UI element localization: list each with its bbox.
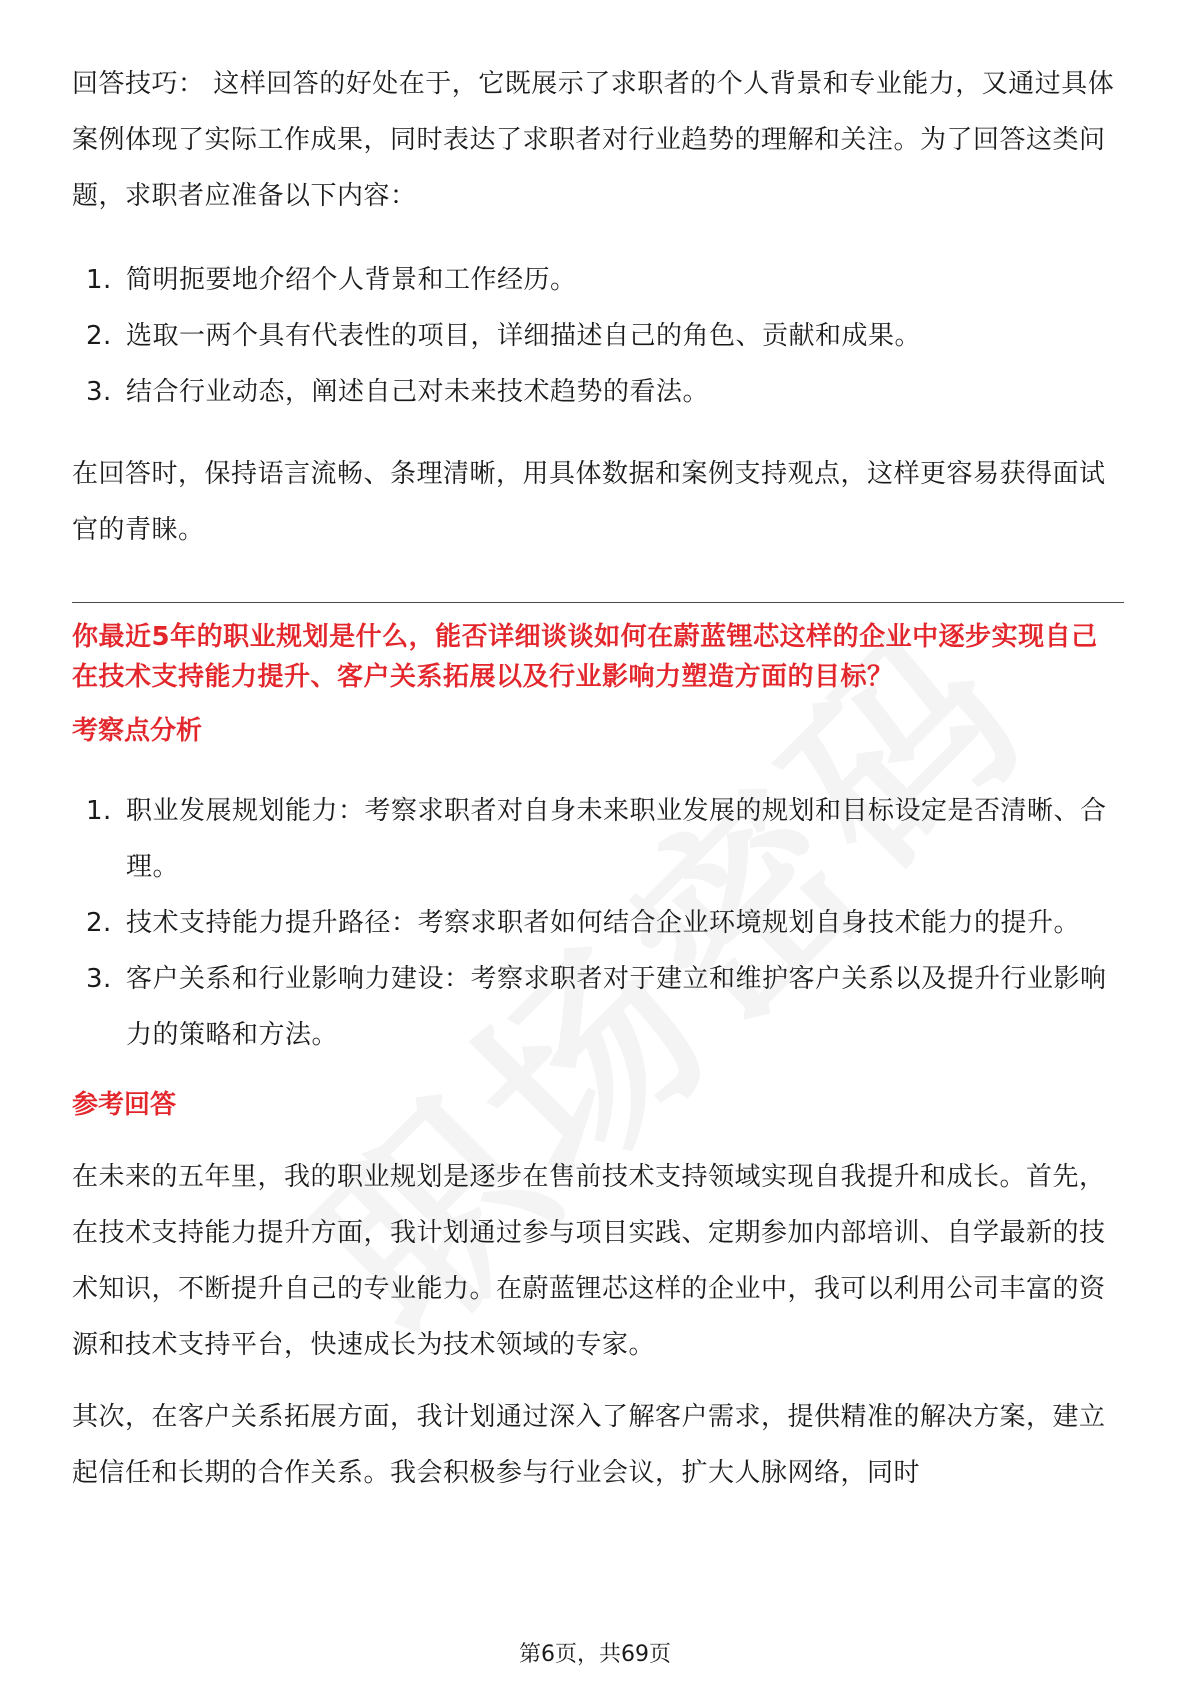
answer-paragraph: 在未来的五年里，我的职业规划是逐步在售前技术支持领域实现自我提升和成长。首先，在技术支持能力提升方面，我计划通过参与项目实践、定期参加内部培训、自学最新的技术知识，不断提升自己的专业能力。在蔚蓝锂芯这样的企业中，我可以利用公司丰富的资源和技术支持平台，快速成长为技术领域的专家。	[72, 1162, 1106, 1360]
list-item	[72, 951, 1124, 1063]
list-number: 2.	[86, 908, 112, 938]
answer-tip-paragraph: 回答技巧： 这样回答的好处在于，它既展示了求职者的个人背景和专业能力，又通过具体案例体现了实际工作成果，同时表达了求职者对行业趋势的理解和关注。为了回答这类问题，求职者应准备以下内容：	[72, 69, 1115, 211]
reference-answer-heading: 参考回答	[72, 1090, 177, 1120]
answer-paragraph: 其次，在客户关系拓展方面，我计划通过深入了解客户需求，提供精准的解决方案，建立起信任和长期的合作关系。我会积极参与行业会议，扩大人脉网络，同时	[72, 1402, 1106, 1488]
list-item-text: 简明扼要地介绍个人背景和工作经历。	[126, 265, 577, 295]
preparation-list	[72, 252, 1124, 420]
list-item	[72, 308, 1124, 364]
list-number: 3.	[86, 377, 112, 407]
list-item-text: 职业发展规划能力：考察求职者对自身未来职业发展的规划和目标设定是否清晰、合理。	[126, 796, 1107, 882]
interview-question: 你最近5年的职业规划是什么，能否详细谈谈如何在蔚蓝锂芯这样的企业中逐步实现自己在技术支持能力提升、客户关系拓展以及行业影响力塑造方面的目标？	[72, 622, 1098, 692]
list-item-text: 技术支持能力提升路径：考察求职者如何结合企业环境规划自身技术能力的提升。	[126, 908, 1081, 938]
section-divider	[72, 602, 1124, 603]
page-number-footer: 第6页，共69页	[519, 1642, 671, 1667]
list-item-text: 结合行业动态，阐述自己对未来技术趋势的看法。	[126, 377, 710, 407]
list-number: 1.	[86, 265, 112, 295]
document-body	[72, 56, 1124, 1501]
analysis-heading: 考察点分析	[72, 716, 203, 746]
list-item	[72, 364, 1124, 420]
closing-paragraph: 在回答时，保持语言流畅、条理清晰，用具体数据和案例支持观点，这样更容易获得面试官的青睐。	[72, 459, 1106, 545]
list-number: 2.	[86, 321, 112, 351]
list-number: 1.	[86, 796, 112, 826]
analysis-list	[72, 783, 1124, 1063]
list-item	[72, 783, 1124, 895]
list-item	[72, 252, 1124, 308]
list-item	[72, 895, 1124, 951]
list-item-text: 客户关系和行业影响力建设：考察求职者对于建立和维护客户关系以及提升行业影响力的策略和方法。	[126, 964, 1107, 1050]
list-number: 3.	[86, 964, 112, 994]
list-item-text: 选取一两个具有代表性的项目，详细描述自己的角色、贡献和成果。	[126, 321, 922, 351]
